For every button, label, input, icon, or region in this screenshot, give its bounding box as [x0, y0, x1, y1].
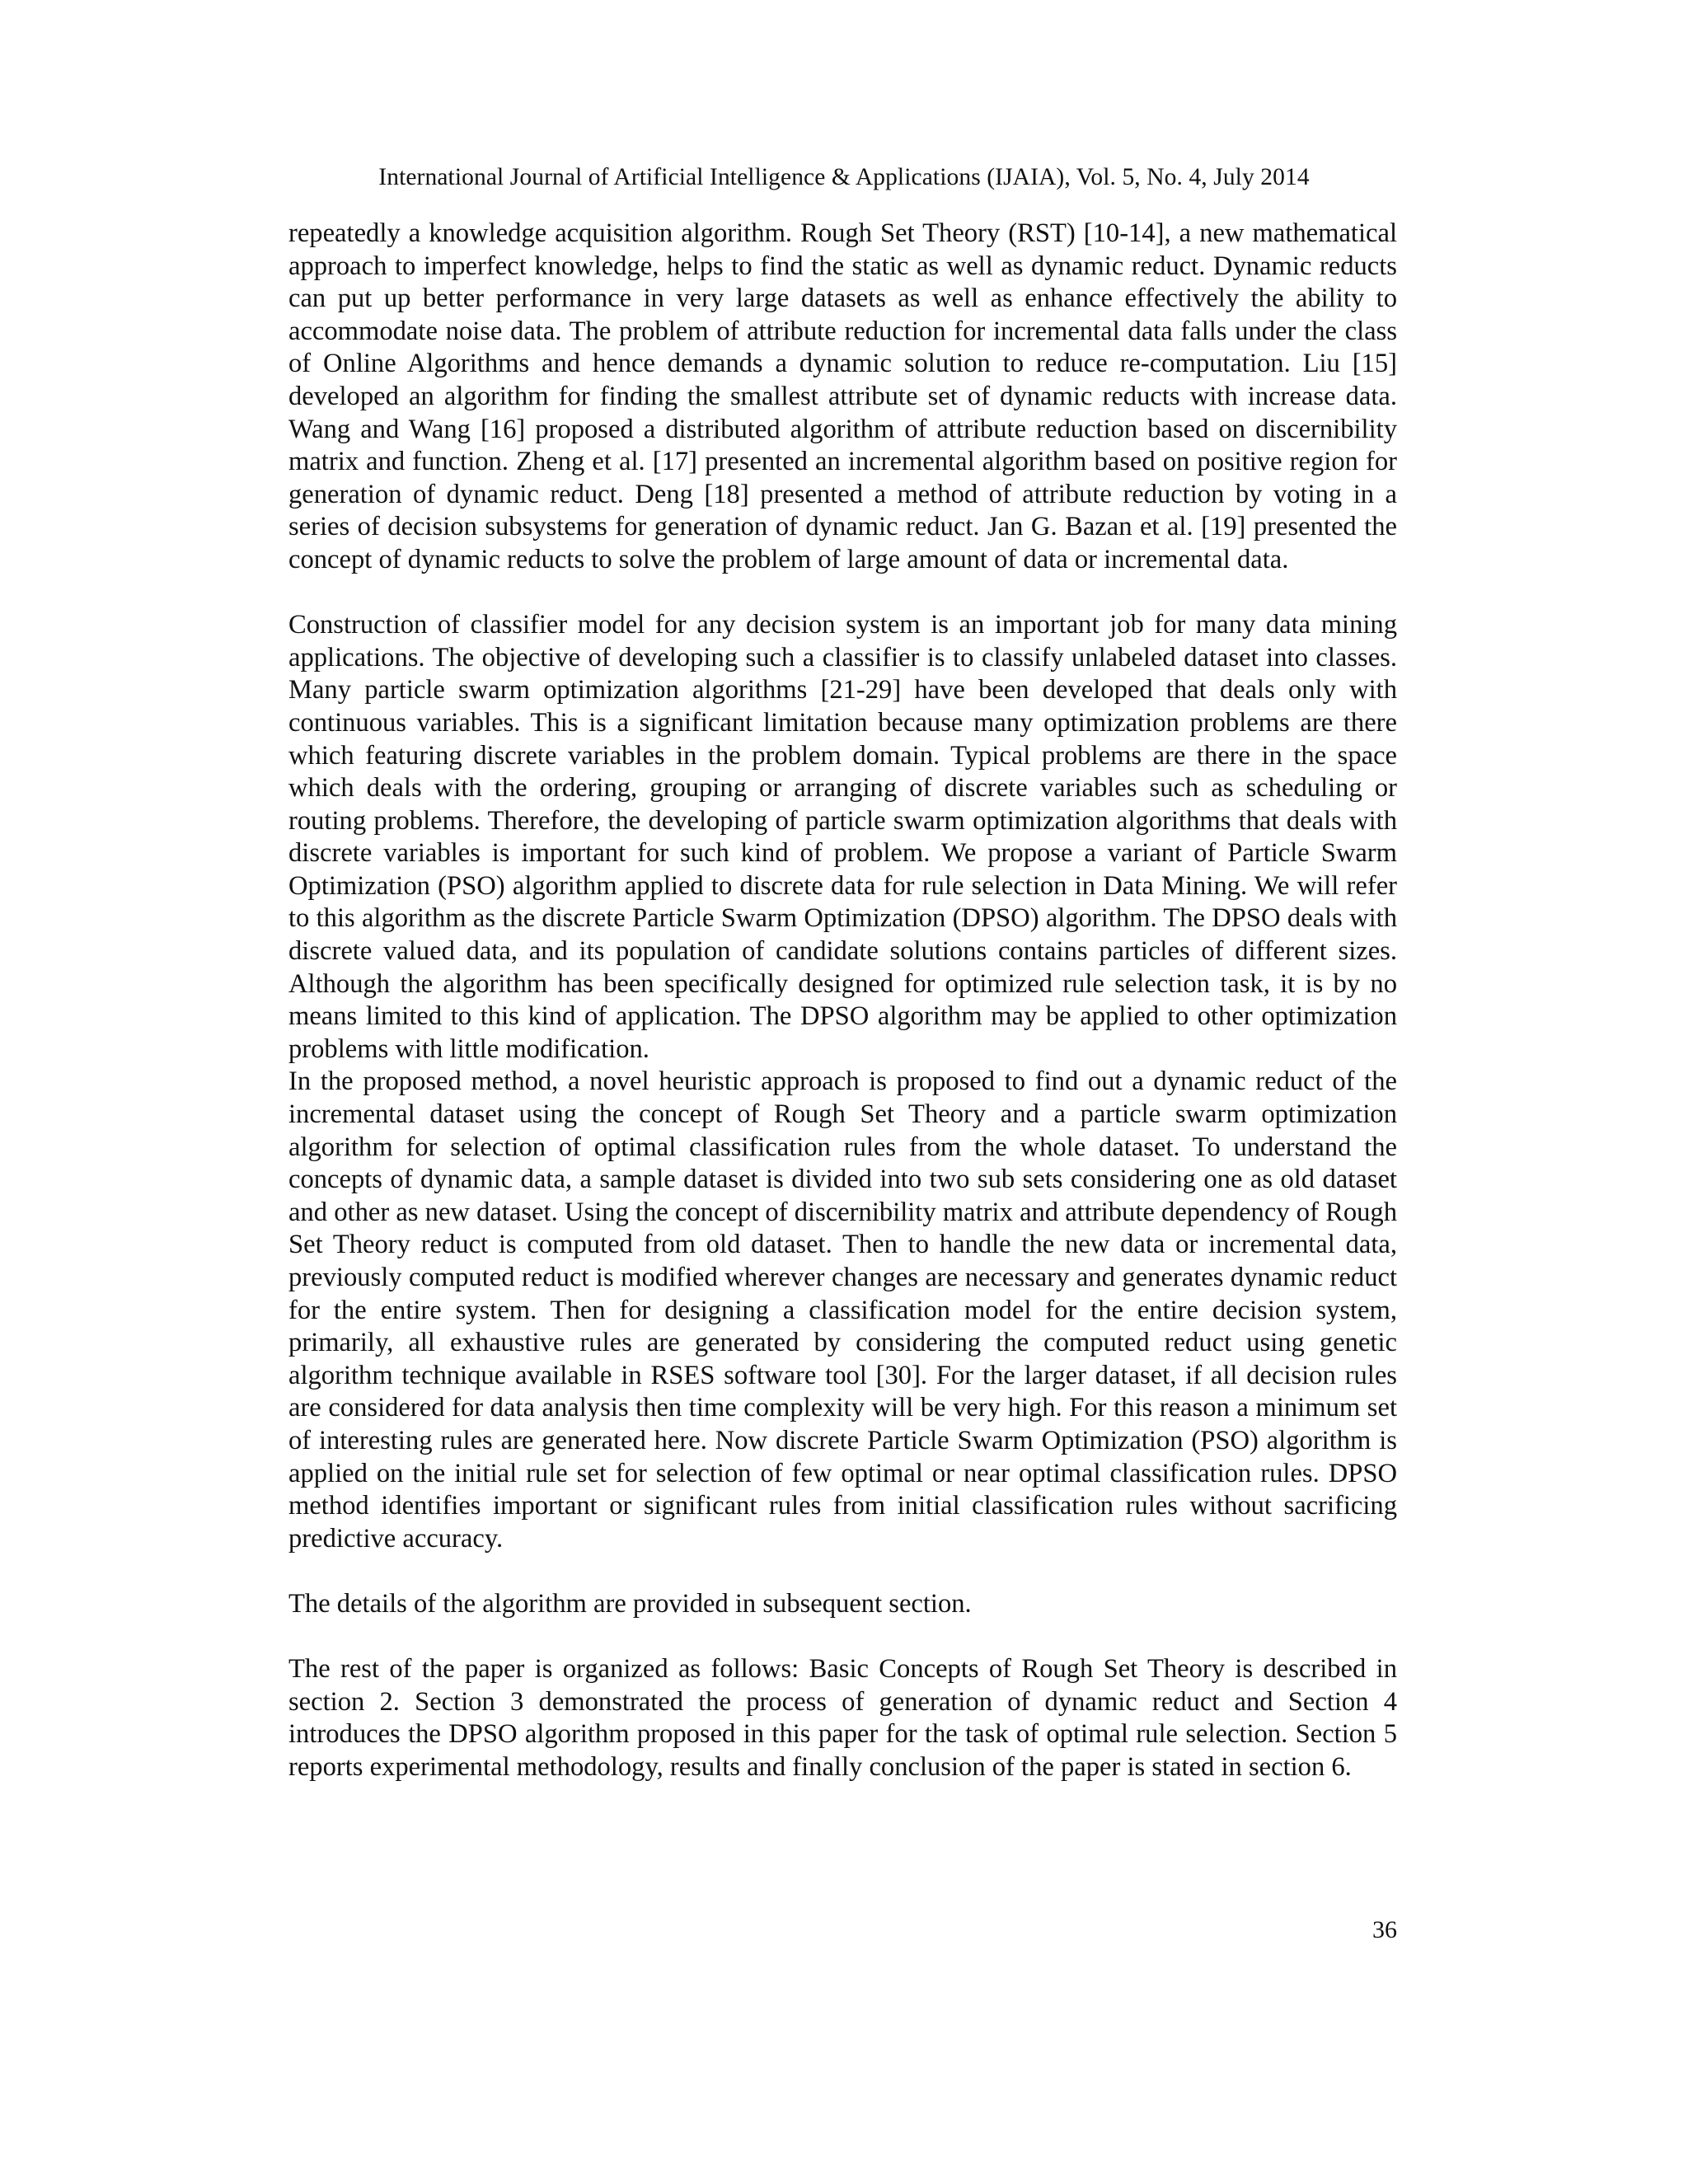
paragraph-proposed-method: In the proposed method, a novel heuristic approach is proposed to find out a dynamic reduct of the incremental dataset using the concept of Rough Set Theory and a particle swarm optimization algorithm for selection of optimal classification rules from the whole dataset. To understand the concepts of dynamic data, a sample dataset is divided into two sub sets considering one as old dataset and other as new dataset. Using the concept of discernibility matrix and attribute dependency of Rough Set Theory reduct is computed from old dataset. Then to handle the new data or incremental data, previously computed reduct is modified wherever changes are necessary and generates dynamic reduct for the entire system. Then for designing a classification model for the entire decision system, primarily, all exhaustive rules are generated by considering the computed reduct using genetic algorithm technique available in RSES software tool [30]. For the larger dataset, if all decision rules are considered for data analysis then time complexity will be very high. For this reason a minimum set of interesting rules are generated here. Now discrete Particle Swarm Optimization (PSO) algorithm is applied on the initial rule set for selection of few optimal or near optimal classification rules. DPSO method identifies important or significant rules from initial classification rules without sacrificing predictive accuracy. [288, 1066, 1397, 1554]
page-number: 36 [1372, 1916, 1397, 1943]
body-text [288, 218, 1397, 1784]
paragraph-dynamic-reduct-background: repeatedly a knowledge acquisition algorithm. Rough Set Theory (RST) [10-14], a new mathematical approach to imperfect knowledge, helps to find the static as well as dynamic reduct. Dynamic reducts can put up better performance in very large datasets as well as enhance effectively the ability to accommodate noise data. The problem of attribute reduction for incremental data falls under the class of Online Algorithms and hence demands a dynamic solution to reduce re-computation. Liu [15] developed an algorithm for finding the smallest attribute set of dynamic reducts with increase data. Wang and Wang [16] proposed a distributed algorithm of attribute reduction based on discernibility matrix and function. Zheng et al. [17] presented an incremental algorithm based on positive region for generation of dynamic reduct. Deng [18] presented a method of attribute reduction by voting in a series of decision subsystems for generation of dynamic reduct. Jan G. Bazan et al. [19] presented the concept of dynamic reducts to solve the problem of large amount of data or incremental data. [288, 218, 1397, 574]
running-header: International Journal of Artificial Intelligence & Applications (IJAIA), Vol. 5, No. 4, July 2014 [378, 164, 1310, 190]
paragraph-algorithm-details: The details of the algorithm are provided in subsequent section. [288, 1588, 972, 1619]
paragraph-paper-organization: The rest of the paper is organized as follows: Basic Concepts of Rough Set Theory is described in section 2. Section 3 demonstrated the process of generation of dynamic reduct and Section 4 introduces the DPSO algorithm proposed in this paper for the task of optimal rule selection. Section 5 reports experimental methodology, results and finally conclusion of the paper is stated in section 6. [288, 1654, 1397, 1782]
paragraph-classifier-and-pso: Construction of classifier model for any decision system is an important job for many data mining applications. The objective of developing such a classifier is to classify unlabeled dataset into classes. Many particle swarm optimization algorithms [21-29] have been developed that deals only with continuous variables. This is a significant limitation because many optimization problems are there which featuring discrete variables in the problem domain. Typical problems are there in the space which deals with the ordering, grouping or arranging of discrete variables such as scheduling or routing problems. Therefore, the developing of particle swarm optimization algorithms that deals with discrete variables is important for such kind of problem. We propose a variant of Particle Swarm Optimization (PSO) algorithm applied to discrete data for rule selection in Data Mining. We will refer to this algorithm as the discrete Particle Swarm Optimization (DPSO) algorithm. The DPSO deals with discrete valued data, and its population of candidate solutions contains particles of different sizes. Although the algorithm has been specifically designed for optimized rule selection task, it is by no means limited to this kind of application. The DPSO algorithm may be applied to other optimization problems with little modification. [288, 610, 1397, 1064]
